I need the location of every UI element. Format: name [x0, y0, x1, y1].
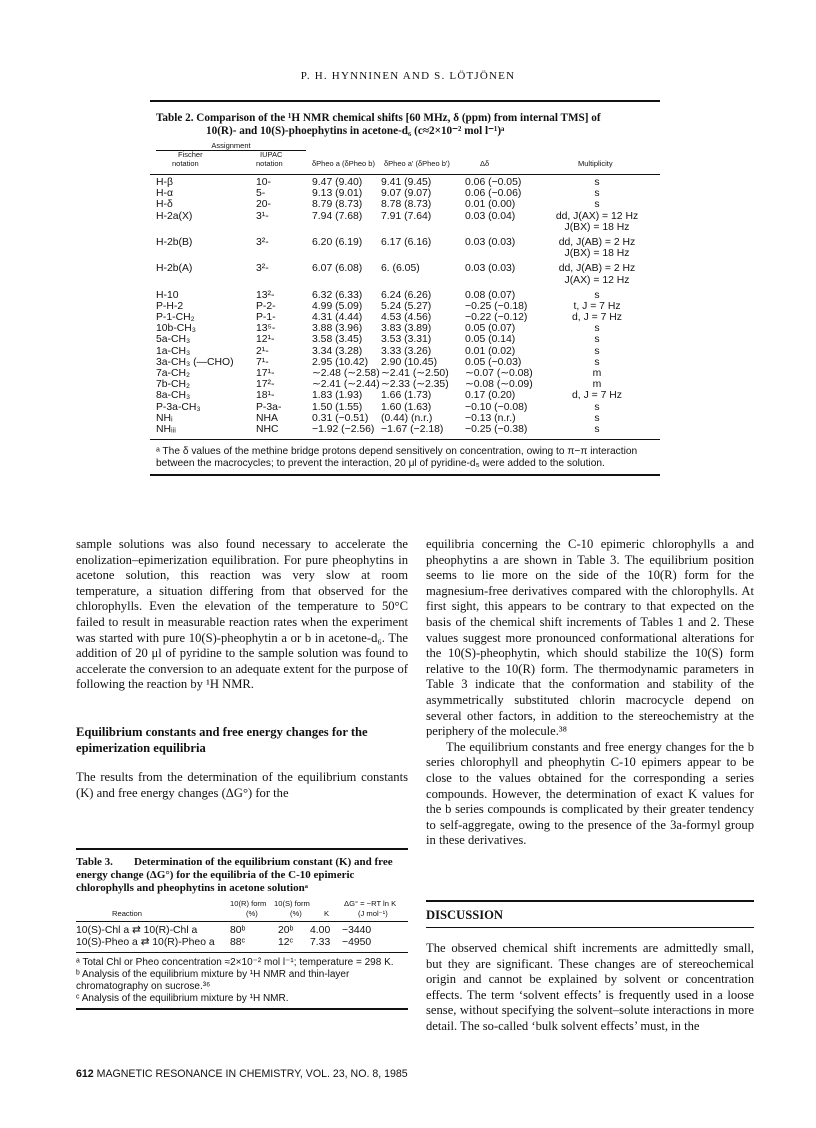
table-3-end-rule: [76, 1008, 408, 1010]
table-cell: ∼2.41 (∼2.50): [381, 368, 449, 379]
table-cell: 3.34 (3.28): [312, 345, 363, 357]
table-cell: H-α: [156, 188, 173, 200]
page-footer: [76, 1068, 408, 1080]
table-cell: 5.24 (5.27): [381, 300, 432, 312]
table-cell: 17¹-: [256, 368, 275, 379]
table-cell: 80ᵇ: [230, 925, 246, 936]
table-3-footnote-c: ᶜ Analysis of the equilibrium mixture by ¹H NMR.: [76, 993, 289, 1004]
table-cell: H-2a(X): [156, 210, 193, 222]
table-cell: 4.31 (4.44): [312, 312, 363, 324]
table-cell: P-3a-: [256, 401, 282, 413]
table-cell: 0.31 (−0.51): [312, 412, 369, 424]
table-row: [150, 290, 660, 301]
table-cell: 5a-CH₃: [156, 334, 191, 346]
table-cell: s: [594, 188, 600, 200]
table-row: [150, 222, 660, 233]
table-cell: 0.06 (−0.05): [465, 177, 522, 188]
header-reaction: Reaction: [112, 909, 142, 918]
table-row: [76, 937, 408, 949]
table-cell: NHC: [256, 423, 279, 435]
table-cell: 7.33: [310, 937, 331, 948]
table-2-body: [150, 177, 660, 435]
table-cell: 9.07 (9.07): [381, 188, 432, 200]
table-cell: 6. (6.05): [381, 263, 420, 275]
table-cell: 0.05 (0.07): [465, 323, 516, 335]
table-cell: 3.53 (3.31): [381, 334, 432, 346]
discussion-paragraph-1: The observed chemical shift increments are admittedly small, but they are significant. These changes are of stereochemical origin and cannot be explained by solvent or concentration effects. The term ‘solvent effects’ is frequently used in a loose sense, without specifying the solvent–solute interactions in more detail. The so-called ‘bulk solvent effects’ must, in the: [426, 941, 754, 1033]
table-cell: ∼0.07 (∼0.08): [465, 368, 533, 379]
table-cell: NHA: [256, 412, 278, 424]
left-column: [76, 537, 408, 801]
table-cell: s: [594, 356, 600, 368]
header-r-form: 10(R) form: [230, 899, 267, 908]
table-cell: 12ᶜ: [278, 937, 294, 948]
table-2-header: [150, 140, 660, 174]
left-paragraph-2: The results from the determination of the equilibrium constants (K) and free energy changes (ΔG°) for the: [76, 770, 408, 800]
table-cell: 8a-CH₃: [156, 390, 191, 402]
table-cell: 2¹-: [256, 345, 269, 357]
table-cell: 3a-CH₃ (—CHO): [156, 356, 234, 368]
table-3-footnotes: [76, 953, 408, 1005]
table-cell: 2.95 (10.42): [312, 356, 369, 368]
table-3-caption: [76, 850, 408, 897]
table-cell: 6.24 (6.26): [381, 289, 432, 301]
header-s-unit: (%): [290, 909, 302, 918]
table-cell: 13⁵-: [256, 323, 276, 335]
table-cell: 6.07 (6.08): [312, 263, 363, 275]
table-cell: 2.90 (10.45): [381, 356, 438, 368]
table-3: [76, 848, 408, 1010]
table-cell: NHᵢᵢᵢ: [156, 423, 176, 435]
table-2-caption-line2: 10(R)- and 10(S)-phoephytins in acetone-d₆ (c≈2×10⁻² mol l⁻¹)ᵃ: [206, 125, 505, 137]
table-cell: 4.53 (4.56): [381, 312, 432, 324]
table-cell: ∼2.41 (∼2.44): [312, 379, 380, 391]
table-cell: 0.03 (0.03): [465, 236, 516, 248]
table-row: [150, 413, 660, 424]
table-cell: −0.22 (−0.12): [465, 312, 528, 324]
table-row: [76, 925, 408, 937]
running-head: P. H. HYNNINEN AND S. LÖTJÖNEN: [300, 70, 516, 82]
header-multiplicity: Multiplicity: [578, 159, 613, 168]
table-cell: 3²-: [256, 263, 269, 275]
table-row: [150, 199, 660, 210]
header-delta-b: δPheo a' (δPheo b'): [384, 159, 450, 168]
table-row: [150, 263, 660, 274]
table-cell: ∼2.33 (∼2.35): [381, 379, 449, 391]
table-row: [150, 188, 660, 199]
table-cell: 1.83 (1.93): [312, 390, 363, 402]
table-cell: 0.06 (−0.06): [465, 188, 522, 200]
table-cell: 6.32 (6.33): [312, 289, 363, 301]
table-row: [150, 346, 660, 357]
header-r-unit: (%): [246, 909, 258, 918]
table-row: [150, 312, 660, 323]
table-cell: s: [594, 289, 600, 301]
table-cell: s: [594, 401, 600, 413]
table-cell: m: [592, 379, 602, 391]
table-3-body: [76, 922, 408, 949]
table-cell: 10(S)-Pheo a ⇄ 10(R)-Pheo a: [76, 937, 215, 948]
table-cell: 3¹-: [256, 210, 269, 222]
table-cell: s: [594, 177, 600, 188]
table-cell: 5-: [256, 188, 266, 200]
table-cell: 0.01 (0.02): [465, 345, 516, 357]
table-cell: −3440: [342, 925, 372, 936]
table-cell: 0.03 (0.04): [465, 210, 516, 222]
table-cell: 6.20 (6.19): [312, 236, 363, 248]
table-cell: 0.01 (0.00): [465, 199, 516, 211]
table-cell: 4.00: [310, 925, 331, 936]
table-row: [150, 301, 660, 312]
table-cell: −0.25 (−0.38): [465, 423, 528, 435]
table-cell: 6.17 (6.16): [381, 236, 432, 248]
table-cell: 1.50 (1.55): [312, 401, 363, 413]
table-cell: −1.67 (−2.18): [381, 423, 444, 435]
left-paragraph-1: sample solutions was also found necessary to accelerate the enolization–epimerization equilibration. For pure pheophytins in acetone solution, this reaction was very slow at room temperature, a situation differing from that observed for the chlorophylls. Even the elevation of the temperature to 50°C failed to result in measurable reaction rates when the experiment was started with pure 10(S)-pheophytin a or b in acetone-d₆. The addition of 20 μl of pyridine to the sample solution was found to accelerate the conversion to an adequate extent for the purpose of following the reaction by ¹H NMR.: [76, 537, 408, 692]
table-cell: P-1-: [256, 312, 276, 324]
table-3-label: Table 3.: [76, 856, 113, 868]
table-header-rule: [150, 174, 660, 175]
table-cell: H-10: [156, 289, 179, 301]
table-cell: 88ᶜ: [230, 937, 246, 948]
table-3-header: [76, 897, 408, 921]
table-row: [150, 357, 660, 368]
table-cell: 1.60 (1.63): [381, 401, 432, 413]
table-3-footnote-a: ᵃ Total Chl or Pheo concentration ≈2×10⁻² mol l⁻¹; temperature = 298 K.: [76, 957, 394, 968]
table-cell: 0.08 (0.07): [465, 289, 516, 301]
header-fischer: Fischer: [178, 150, 203, 159]
table-cell: 0.03 (0.03): [465, 263, 516, 275]
table-cell: 0.05 (−0.03): [465, 356, 522, 368]
table-cell: −4950: [342, 937, 372, 948]
table-cell: 12¹-: [256, 334, 275, 346]
table-cell: P-1-CH₂: [156, 312, 195, 324]
table-cell: −0.10 (−0.08): [465, 401, 528, 413]
table-cell: H-2b(B): [156, 236, 193, 248]
table-cell: J(AX) = 12 Hz: [564, 274, 630, 286]
table-row: [150, 402, 660, 413]
right-paragraph-1: equilibria concerning the C-10 epimeric chlorophylls a and pheophytins a are shown in Table 3. The equilibrium position seems to lie more on the side of the 10(R) form for the magnesium-free derivatives compared with the chlorophylls. At first sight, this appears to be contrary to that expected on the basis of the chemical shift increments of Tables 1 and 2. These values suggest more pronounced conformational alterations for the 10(S)-pheophytin, which should stabilize the 10(S) form relative to the 10(R) form. The thermodynamic parameters in Table 3 indicate that the conformation and stability of the asymmetrically substituted chlorin macrocycle depend on several other factors, in addition to the stereochemistry at the periphery of the molecule.³⁸: [426, 537, 754, 739]
table-cell: J(BX) = 18 Hz: [564, 221, 630, 233]
header-dg: ΔG° = −RT ln K: [344, 899, 397, 908]
table-2-footnote: ᵃ The δ values of the methine bridge protons depend sensitively on concentration, owing to π−π interaction between the macrocycles; to prevent the interaction, 20 μl of pyridine-d₅ were added to the solution.: [156, 446, 638, 470]
table-cell: 13²-: [256, 289, 275, 301]
table-cell: d, J = 7 Hz: [572, 390, 622, 402]
table-cell: 7¹-: [256, 356, 269, 368]
table-cell: 1.66 (1.73): [381, 390, 432, 402]
table-row: [150, 237, 660, 248]
journal-citation: MAGNETIC RESONANCE IN CHEMISTRY, VOL. 23, NO. 8, 1985: [96, 1068, 408, 1080]
table-row: [150, 177, 660, 188]
table-row: [150, 275, 660, 286]
table-cell: 7a-CH₂: [156, 368, 191, 379]
table-cell: 8.78 (8.73): [381, 199, 432, 211]
table-row: [150, 323, 660, 334]
table-end-rule: [150, 474, 660, 476]
table-cell: ∼0.08 (∼0.09): [465, 379, 533, 391]
table-cell: 9.41 (9.45): [381, 177, 432, 188]
discussion-column: [426, 941, 754, 1035]
table-cell: m: [592, 368, 602, 379]
header-k: K: [324, 909, 330, 918]
table-cell: 20-: [256, 199, 272, 211]
table-cell: 0.17 (0.20): [465, 390, 516, 402]
table-row: [150, 379, 660, 390]
header-delta-a: δPheo a (δPheo b): [312, 159, 375, 168]
table-cell: −0.13 (n.r.): [465, 412, 516, 424]
table-cell: 17²-: [256, 379, 275, 391]
table-cell: d, J = 7 Hz: [572, 312, 622, 324]
table-cell: −1.92 (−2.56): [312, 423, 375, 435]
table-cell: s: [594, 334, 600, 346]
table-cell: P-H-2: [156, 300, 184, 312]
header-assignment: Assignment: [156, 141, 306, 151]
page-number: 612: [76, 1068, 94, 1080]
table-cell: 3.83 (3.89): [381, 323, 432, 335]
table-cell: P-3a-CH₃: [156, 401, 201, 413]
right-paragraph-2: The equilibrium constants and free energy changes for the b series chlorophyll and pheophytin C-10 epimers appear to be close to the values obtained for the corresponding a series compounds. However, the determination of exact K values for the b series compounds is complicated by their greater tendency to self-aggregate, owing to the presence of the 3a-formyl group in these derivatives.: [426, 739, 754, 848]
table-cell: s: [594, 412, 600, 424]
table-row: [150, 334, 660, 345]
table-cell: NHᵢ: [156, 412, 173, 424]
table-cell: s: [594, 323, 600, 335]
header-iupac-notation: notation: [256, 159, 283, 168]
table-cell: ∼2.48 (∼2.58): [312, 368, 380, 379]
table-cell: J(BX) = 18 Hz: [564, 248, 630, 260]
table-cell: dd, J(AB) = 2 Hz: [558, 236, 636, 248]
header-fischer-notation: notation: [172, 159, 199, 168]
header-iupac: IUPAC: [260, 150, 283, 159]
table-cell: 3.58 (3.45): [312, 334, 363, 346]
table-cell: H-β: [156, 177, 173, 188]
discussion-heading: DISCUSSION: [426, 900, 754, 928]
table-cell: s: [594, 345, 600, 357]
table-cell: 8.79 (8.73): [312, 199, 363, 211]
table-3-footnote-b: ᵇ Analysis of the equilibrium mixture by ¹H NMR and thin-layer chromatography on sucrose.³⁶: [76, 969, 350, 992]
table-3-caption-text: Determination of the equilibrium constant (K) and free energy change (ΔG°) for the equilibria of the C-10 epimeric chlorophylls and pheophytins in acetone solutionᵃ: [76, 856, 393, 894]
table-cell: t, J = 7 Hz: [573, 300, 621, 312]
table-2: [150, 100, 660, 476]
table-cell: 18¹-: [256, 390, 275, 402]
table-cell: 7.94 (7.68): [312, 210, 363, 222]
table-cell: dd, J(AB) = 2 Hz: [558, 263, 636, 275]
table-cell: 20ᵇ: [278, 925, 294, 936]
table-row: [150, 211, 660, 222]
table-cell: −0.25 (−0.18): [465, 300, 528, 312]
table-2-caption-line1: Table 2. Comparison of the ¹H NMR chemical shifts [60 MHz, δ (ppm) from internal TMS] of: [156, 112, 601, 124]
table-cell: 10(S)-Chl a ⇄ 10(R)-Chl a: [76, 925, 198, 936]
right-column: [426, 537, 754, 849]
table-cell: 10b-CH₃: [156, 323, 197, 335]
table-cell: 7.91 (7.64): [381, 210, 432, 222]
table-row: [150, 424, 660, 435]
header-s-form: 10(S) form: [274, 899, 310, 908]
table-cell: 9.47 (9.40): [312, 177, 363, 188]
table-cell: H-2b(A): [156, 263, 193, 275]
table-cell: s: [594, 199, 600, 211]
table-cell: 3²-: [256, 236, 269, 248]
table-cell: 3.88 (3.96): [312, 323, 363, 335]
table-cell: 7b-CH₂: [156, 379, 191, 391]
header-delta-delta: Δδ: [480, 159, 490, 168]
table-cell: s: [594, 423, 600, 435]
table-cell: 1a-CH₃: [156, 345, 191, 357]
table-cell: H-δ: [156, 199, 173, 211]
header-dg-unit: (J mol⁻¹): [358, 909, 388, 918]
table-cell: 3.33 (3.26): [381, 345, 432, 357]
table-cell: P-2-: [256, 300, 276, 312]
table-2-caption: [150, 102, 660, 140]
table-row: [150, 248, 660, 259]
table-cell: 9.13 (9.01): [312, 188, 363, 200]
table-cell: (0.44) (n.r.): [381, 412, 433, 424]
table-cell: 4.99 (5.09): [312, 300, 363, 312]
table-cell: 10-: [256, 177, 272, 188]
table-cell: dd, J(AX) = 12 Hz: [555, 210, 639, 222]
section-heading-equilibrium: Equilibrium constants and free energy changes for the epimerization equilibria: [76, 724, 368, 755]
table-row: [150, 368, 660, 379]
table-cell: 0.05 (0.14): [465, 334, 516, 346]
table-row: [150, 390, 660, 401]
